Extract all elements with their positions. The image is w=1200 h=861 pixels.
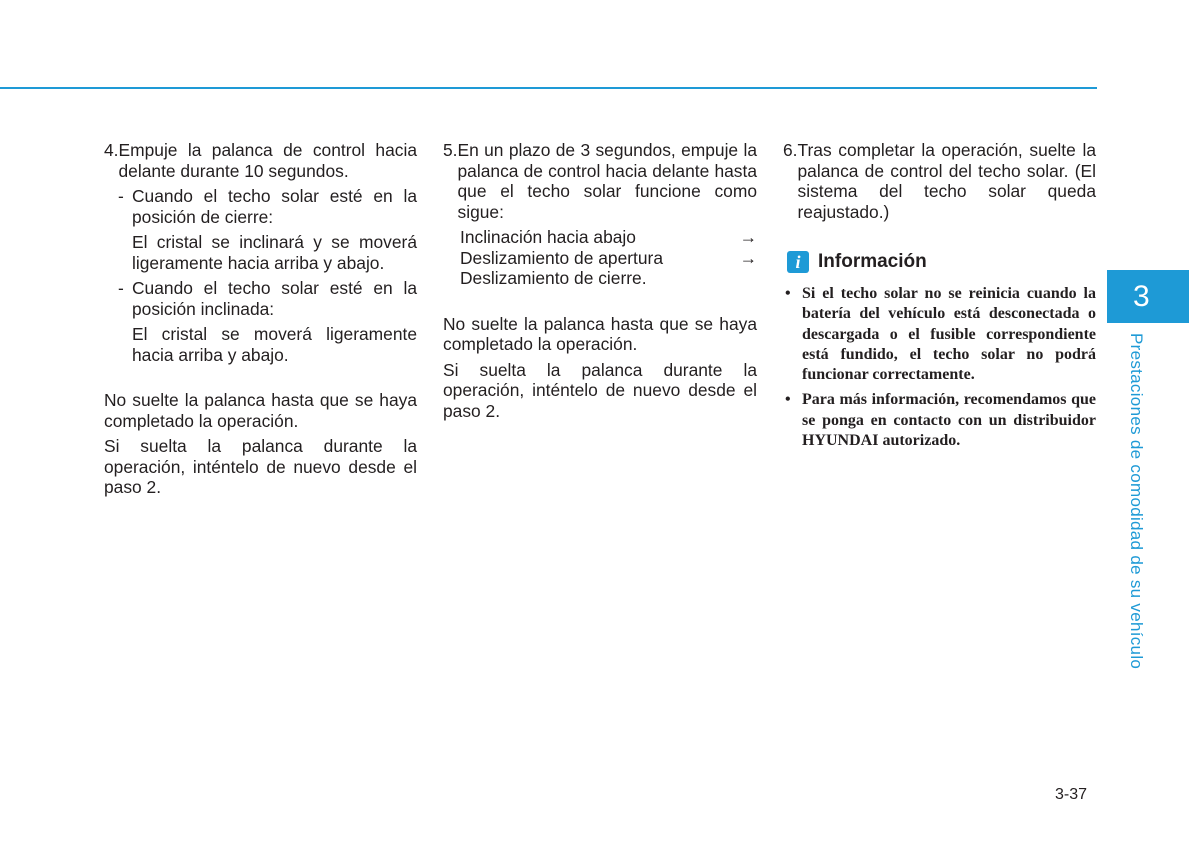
sub-item-continuation: El cristal se inclinará y se moverá ligeramente hacia arriba y abajo. <box>132 232 417 273</box>
sequence-step: Deslizamiento de cierre. <box>460 268 647 288</box>
sequence-line <box>460 248 757 269</box>
info-bullets <box>783 284 1096 451</box>
sequence-line <box>460 227 757 248</box>
arrow-icon: → <box>739 247 757 268</box>
info-icon: i <box>787 251 809 273</box>
column-middle <box>443 140 757 421</box>
chapter-tab: 3 <box>1107 270 1189 323</box>
info-title: Información <box>818 250 927 272</box>
step-4 <box>104 140 417 181</box>
sub-item-text: Cuando el techo solar esté en la posición de cierre: <box>132 186 417 227</box>
column-left <box>104 140 417 498</box>
info-bullet <box>783 284 1096 385</box>
arrow-icon: → <box>739 227 757 247</box>
sub-item-tilted <box>118 278 417 319</box>
step-number: 4. <box>104 140 119 160</box>
sequence-step: Deslizamiento de apertura <box>460 247 663 268</box>
step-number: 5. <box>443 140 458 160</box>
note-paragraph: Si suelta la palanca durante la operación, inténtelo de nuevo desde el paso 2. <box>104 436 417 497</box>
step-text: En un plazo de 3 segundos, empuje la palanca de control hacia delante hasta que el techo solar funcione como sigue: <box>457 140 757 222</box>
step-text: Empuje la palanca de control hacia delante durante 10 segundos. <box>118 140 417 181</box>
step-number: 6. <box>783 140 798 160</box>
sub-item-closed <box>118 186 417 227</box>
sub-item-text: Cuando el techo solar esté en la posición inclinada: <box>132 278 417 319</box>
dash: - <box>118 186 124 206</box>
sequence-step: Inclinación hacia abajo <box>460 227 636 247</box>
chapter-side-title: Prestaciones de comodidad de su vehículo <box>1127 333 1146 670</box>
note-paragraph: No suelte la palanca hasta que se haya completado la operación. <box>104 390 417 431</box>
bullet-text: Si el techo solar no se reinicia cuando la batería del vehículo está desconectada o descargada o el fusible correspondiente está fundido, el techo solar no podrá funcionar correctamente. <box>802 285 1096 384</box>
step-text: Tras completar la operación, suelte la palanca de control del techo solar. (El sistema del techo solar queda reajustado.) <box>797 140 1096 222</box>
note-paragraph: No suelte la palanca hasta que se haya completado la operación. <box>443 313 757 354</box>
sequence <box>460 227 757 289</box>
info-bullet <box>783 390 1096 451</box>
step-5 <box>443 140 757 222</box>
bullet-icon: • <box>785 391 791 409</box>
sub-item-continuation: El cristal se moverá ligeramente hacia arriba y abajo. <box>132 324 417 365</box>
page-number: 3-37 <box>1055 786 1088 803</box>
step-6 <box>783 140 1096 222</box>
note-paragraph: Si suelta la palanca durante la operación, inténtelo de nuevo desde el paso 2. <box>443 359 757 421</box>
info-heading <box>783 246 1096 278</box>
column-right <box>783 140 1096 451</box>
header-rule <box>0 87 1097 89</box>
bullet-icon: • <box>785 285 791 302</box>
bullet-text: Para más información, recomendamos que se ponga en contacto con un distribuidor HYUNDAI autorizado. <box>802 391 1096 450</box>
dash: - <box>118 278 124 298</box>
